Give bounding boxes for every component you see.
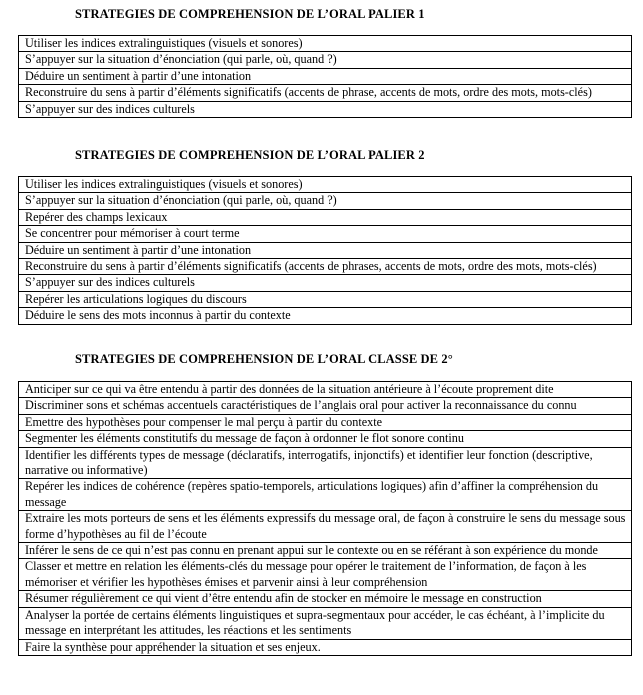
- table-row: Déduire un sentiment à partir d’une intonation: [19, 68, 631, 84]
- table-row: Inférer le sens de ce qui n’est pas connu en prenant appui sur le contexte ou en se référant à son expérience du monde: [19, 542, 631, 558]
- strategy-table-classe-2: [18, 381, 632, 656]
- strategy-table-palier-2: [18, 176, 632, 325]
- section-title-classe-2: STRATEGIES DE COMPREHENSION DE L’ORAL CLASSE DE 2°: [75, 352, 453, 366]
- section-title-palier-2: STRATEGIES DE COMPREHENSION DE L’ORAL PALIER 2: [75, 148, 425, 162]
- table-row: Analyser la portée de certains éléments linguistiques et supra-segmentaux pour accéder, le cas échéant, à l’implicite du message en interprétant les attitudes, les réactions et les sentiments: [19, 607, 631, 639]
- table-row: Classer et mettre en relation les éléments-clés du message pour opérer le traitement de l’information, de façon à les mémoriser et vérifier les hypothèses émises et parvenir ainsi à leur compréhension: [19, 558, 631, 590]
- table-row: S’appuyer sur la situation d’énonciation (qui parle, où, quand ?): [19, 51, 631, 67]
- table-row: Faire la synthèse pour appréhender la situation et ses enjeux.: [19, 639, 631, 655]
- table-row: Utiliser les indices extralinguistiques (visuels et sonores): [25, 36, 303, 50]
- table-row: Déduire un sentiment à partir d’une intonation: [19, 242, 631, 258]
- table-row: Se concentrer pour mémoriser à court terme: [19, 225, 631, 241]
- section-title-palier-1: STRATEGIES DE COMPREHENSION DE L’ORAL PALIER 1: [75, 7, 425, 21]
- table-row: Utiliser les indices extralinguistiques (visuels et sonores): [25, 177, 303, 191]
- table-row: Extraire les mots porteurs de sens et les éléments expressifs du message oral, de façon à construire le sens du message sous forme d’hypothèses au fil de l’écoute: [19, 510, 631, 542]
- table-row: S’appuyer sur la situation d’énonciation (qui parle, où, quand ?): [19, 192, 631, 208]
- table-row: S’appuyer sur des indices culturels: [19, 101, 631, 117]
- strategy-table-palier-1: [18, 35, 632, 118]
- table-row: Résumer régulièrement ce qui vient d’être entendu afin de stocker en mémoire le message en construction: [19, 590, 631, 606]
- table-row: Emettre des hypothèses pour compenser le mal perçu à partir du contexte: [19, 414, 631, 430]
- table-row: Reconstruire du sens à partir d’éléments significatifs (accents de phrase, accents de mots, ordre des mots, mots-clés): [19, 84, 631, 100]
- table-row: Segmenter les éléments constitutifs du message de façon à ordonner le flot sonore continu: [19, 430, 631, 446]
- table-row: Identifier les différents types de message (déclaratifs, interrogatifs, injonctifs) et identifier leur fonction (descriptive, narrative ou informative): [19, 447, 631, 479]
- table-row: Repérer les articulations logiques du discours: [19, 291, 631, 307]
- table-row: Reconstruire du sens à partir d’éléments significatifs (accents de phrases, accents de mots, ordre des mots, mots-clés): [19, 258, 631, 274]
- table-row: Repérer les indices de cohérence (repères spatio-temporels, articulations logiques) afin d’affiner la compréhension du message: [19, 478, 631, 510]
- table-row: S’appuyer sur des indices culturels: [19, 274, 631, 290]
- table-row: Repérer des champs lexicaux: [19, 209, 631, 225]
- table-row: Déduire le sens des mots inconnus à partir du contexte: [19, 307, 631, 323]
- table-row: Discriminer sons et schémas accentuels caractéristiques de l’anglais oral pour activer la reconnaissance du connu: [19, 397, 631, 413]
- table-row: Anticiper sur ce qui va être entendu à partir des données de la situation antérieure à l’écoute proprement dite: [25, 382, 554, 396]
